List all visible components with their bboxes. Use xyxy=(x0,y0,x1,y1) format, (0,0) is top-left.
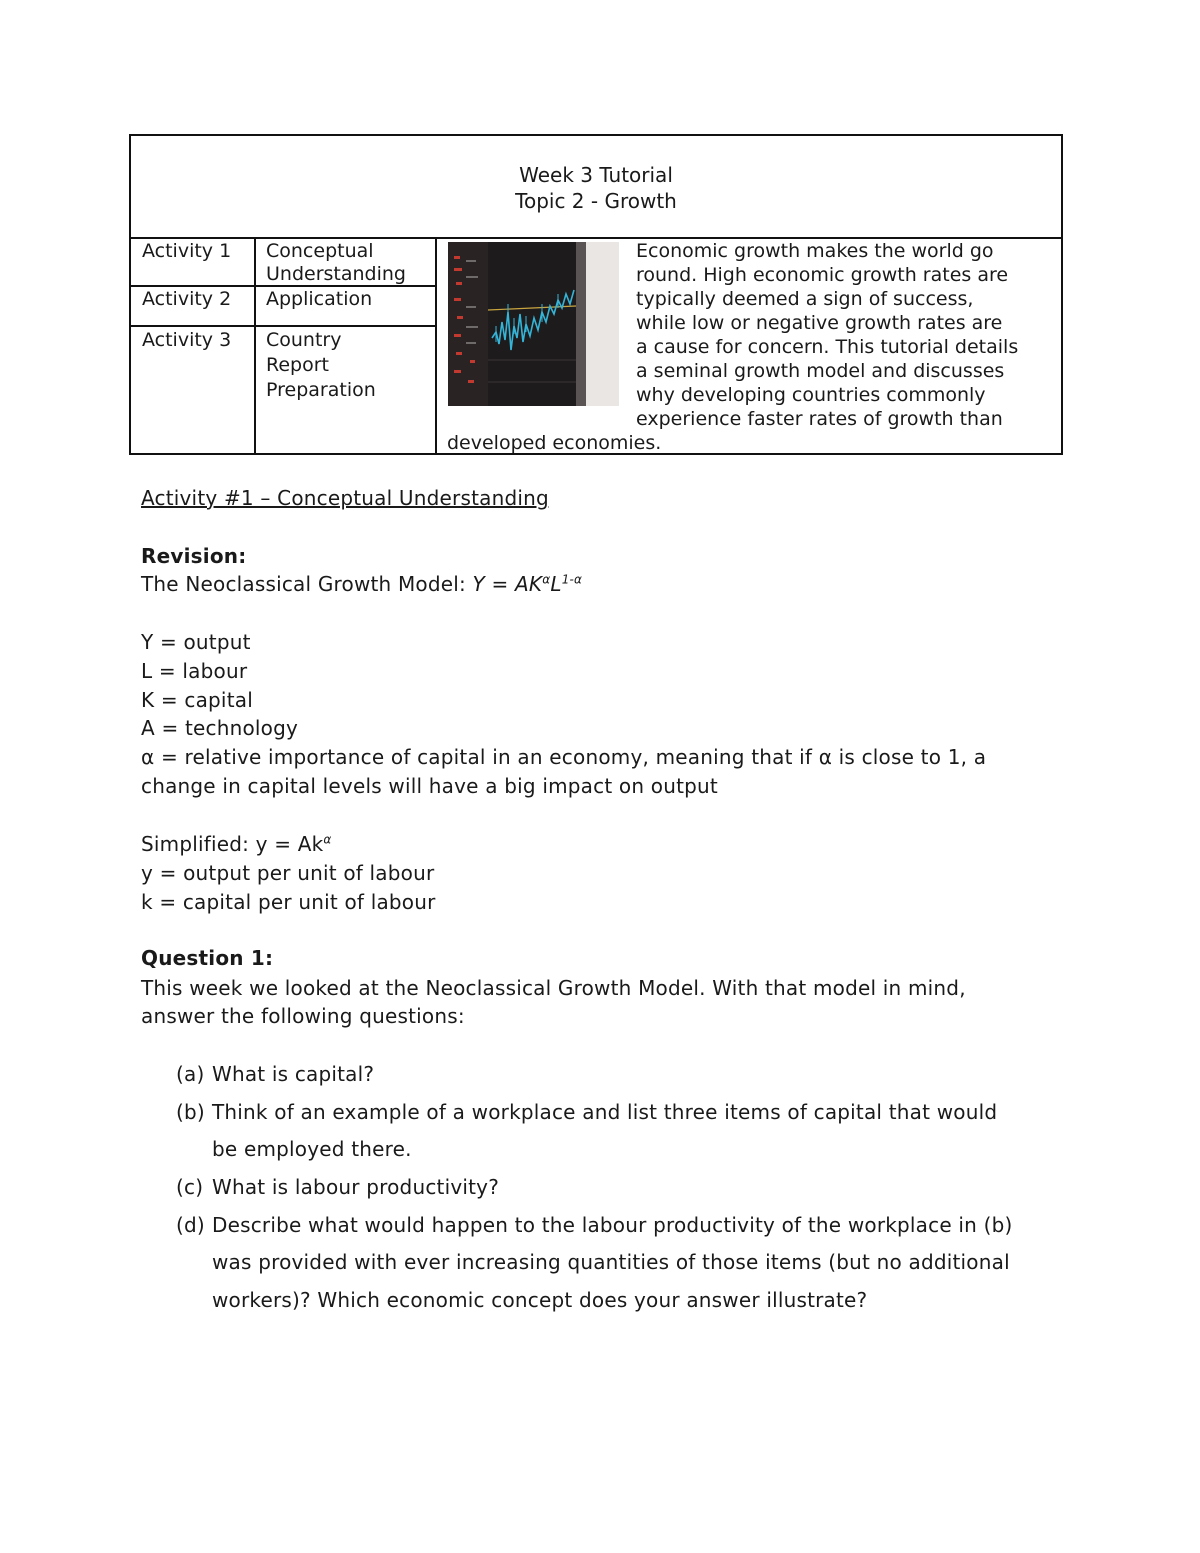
topic-title: Topic 2 - Growth xyxy=(515,189,677,213)
formula-exponent: α xyxy=(542,572,551,587)
formula-main: Y = AK xyxy=(472,572,543,596)
tutorial-header-table xyxy=(129,134,1063,455)
table-divider xyxy=(435,237,437,453)
model-formula xyxy=(141,572,582,596)
question-intro-line: answer the following questions: xyxy=(141,1004,465,1028)
activity-3-label: Activity 3 xyxy=(142,329,232,351)
question-item-d xyxy=(176,1213,1012,1237)
question-item-text: Think of an example of a workplace and list three items of capital that would xyxy=(212,1100,998,1124)
header-title-area xyxy=(131,136,1061,239)
question-heading: Question 1: xyxy=(141,946,274,970)
question-item-label: (b) xyxy=(176,1100,205,1124)
model-formula-prefix: The Neoclassical Growth Model: xyxy=(141,572,473,596)
formula-labour-term: L xyxy=(550,572,562,596)
definition-line: change in capital levels will have a big impact on output xyxy=(141,774,718,798)
question-item-text: was provided with ever increasing quantities of those items (but no additional xyxy=(212,1250,1010,1274)
table-divider xyxy=(254,237,256,453)
simplified-formula-text: Simplified: y = Ak xyxy=(141,832,324,856)
activity-2-label: Activity 2 xyxy=(142,288,232,310)
formula-exponent: 1-α xyxy=(561,572,583,587)
activity-3-desc-line: Country xyxy=(266,329,342,351)
question-item-a xyxy=(176,1062,374,1086)
stock-chart-photo-icon xyxy=(448,242,619,406)
intro-text-line: experience faster rates of growth than xyxy=(636,408,1003,430)
question-item-c xyxy=(176,1175,499,1199)
revision-heading: Revision: xyxy=(141,544,247,568)
definition-line: k = capital per unit of labour xyxy=(141,890,436,914)
intro-text-line: a cause for concern. This tutorial details xyxy=(636,336,1019,358)
table-divider xyxy=(131,325,435,327)
question-item-text: workers)? Which economic concept does your answer illustrate? xyxy=(212,1288,868,1312)
intro-text-line: Economic growth makes the world go xyxy=(636,240,994,262)
activity-3-desc-line: Report xyxy=(266,354,329,376)
formula-exponent: α xyxy=(323,832,332,847)
definition-line: α = relative importance of capital in an economy, meaning that if α is close to 1, a xyxy=(141,745,987,769)
intro-text-line: why developing countries commonly xyxy=(636,384,986,406)
question-item-text: be employed there. xyxy=(212,1137,412,1161)
definition-line: L = labour xyxy=(141,659,248,683)
tutorial-title: Week 3 Tutorial xyxy=(519,163,673,187)
activity-1-desc-line: Understanding xyxy=(266,263,406,285)
question-item-text: What is capital? xyxy=(212,1062,375,1086)
activity-3-desc-line: Preparation xyxy=(266,379,376,401)
definition-line: Y = output xyxy=(141,630,251,654)
question-item-label: (a) xyxy=(176,1062,205,1086)
activity-2-desc-line: Application xyxy=(266,288,373,310)
question-item-label: (d) xyxy=(176,1213,205,1237)
intro-text-line: a seminal growth model and discusses xyxy=(636,360,1005,382)
activity-1-desc-line: Conceptual xyxy=(266,240,374,262)
section-heading: Activity #1 – Conceptual Understanding xyxy=(141,486,549,510)
question-item-text: What is labour productivity? xyxy=(212,1175,500,1199)
activity-1-label: Activity 1 xyxy=(142,240,232,262)
question-item-text: Describe what would happen to the labour productivity of the workplace in (b) xyxy=(212,1213,1013,1237)
simplified-formula xyxy=(141,832,332,856)
definition-line: y = output per unit of labour xyxy=(141,861,435,885)
intro-text-line: while low or negative growth rates are xyxy=(636,312,1003,334)
question-item-label: (c) xyxy=(176,1175,204,1199)
definition-line: A = technology xyxy=(141,716,299,740)
question-intro-line: This week we looked at the Neoclassical Growth Model. With that model in mind, xyxy=(141,976,966,1000)
question-item-b xyxy=(176,1100,997,1124)
intro-text-line: round. High economic growth rates are xyxy=(636,264,1009,286)
intro-text-line: typically deemed a sign of success, xyxy=(636,288,974,310)
intro-text-line: developed economies. xyxy=(447,432,662,454)
definition-line: K = capital xyxy=(141,688,253,712)
